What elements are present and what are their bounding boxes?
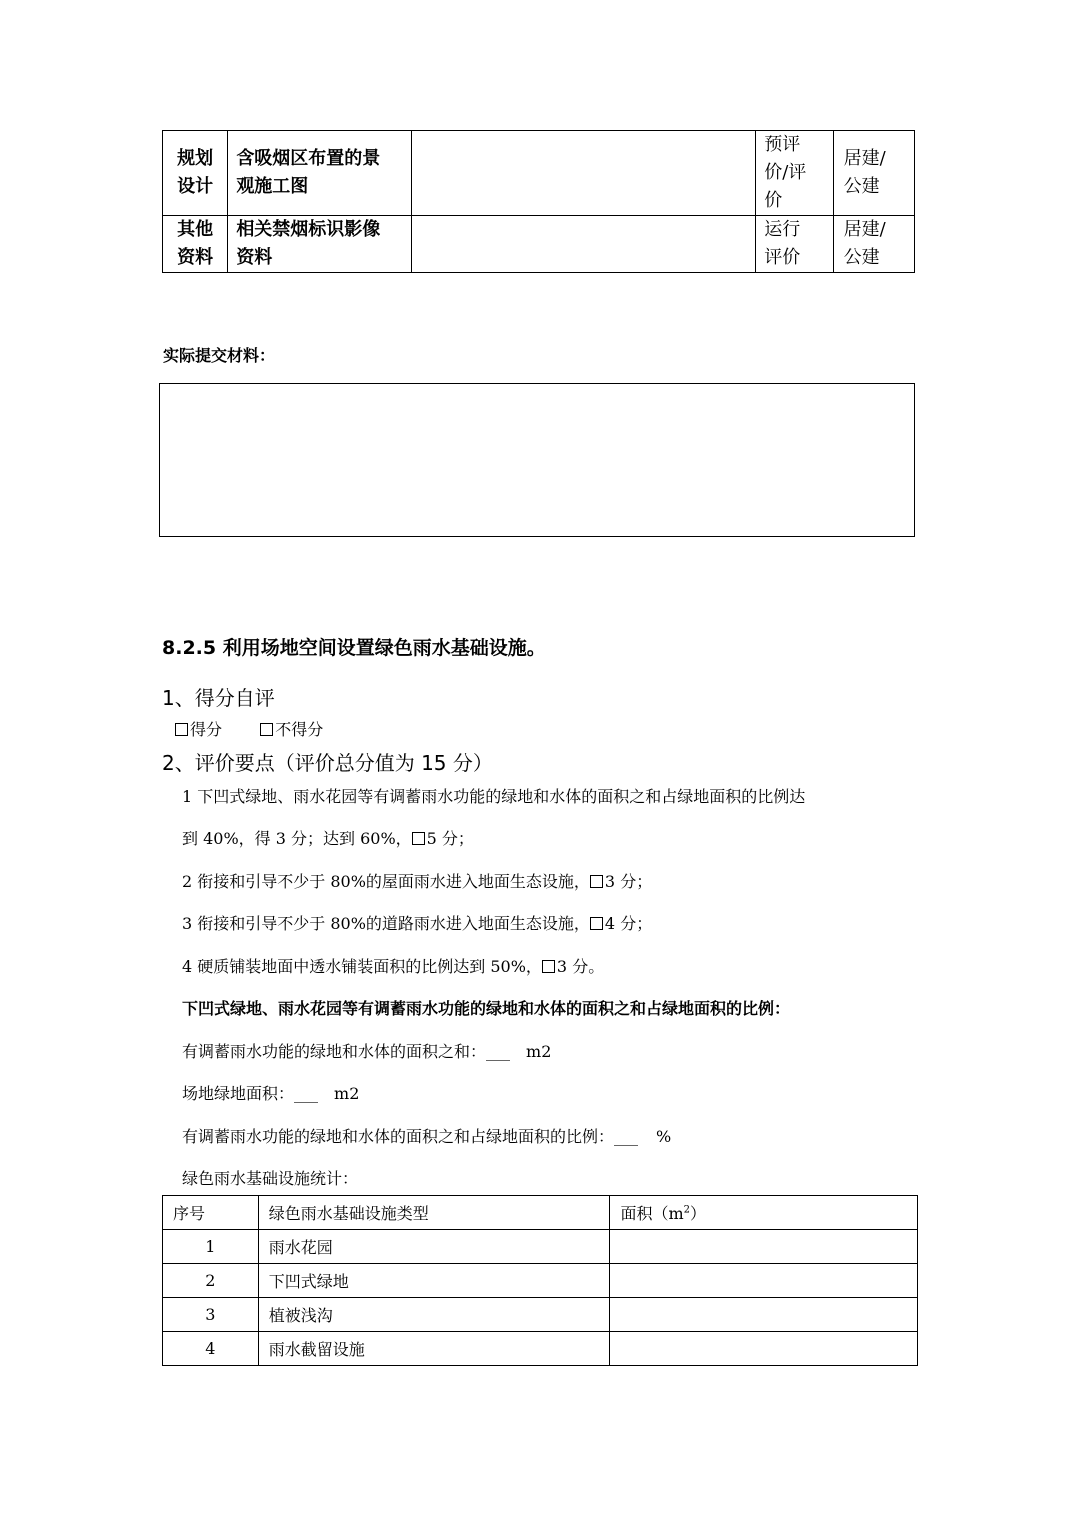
- field-label: 场地绿地面积：: [182, 1084, 295, 1103]
- table-row: [163, 1264, 918, 1298]
- row-no: 4: [163, 1332, 259, 1366]
- point-text: 3 分。: [556, 957, 605, 976]
- building-type-cell: [833, 216, 914, 273]
- field-storage-area: [182, 1039, 551, 1062]
- header-area: [610, 1196, 918, 1230]
- table-header-row: [163, 1196, 918, 1230]
- cell-line: 预评: [764, 134, 801, 155]
- score-options: [175, 717, 323, 740]
- table-row: [163, 216, 915, 273]
- checkbox[interactable]: [412, 832, 425, 845]
- row-no: 3: [163, 1298, 259, 1332]
- point-1-line-2: [182, 826, 474, 849]
- points-heading: 2、评价要点（评价总分值为 15 分）: [162, 751, 493, 775]
- category-cell: [163, 131, 228, 216]
- row-no: 1: [163, 1230, 259, 1264]
- point-text: 2 衔接和引导不少于 80%的屋面雨水进入地面生态设施，: [182, 872, 590, 891]
- field-input[interactable]: ___: [614, 1127, 639, 1146]
- noscore-label: 不得分: [275, 720, 324, 739]
- row-area-input[interactable]: [610, 1298, 918, 1332]
- field-unit: m2: [526, 1042, 552, 1061]
- header-no: 序号: [163, 1196, 259, 1230]
- cell-line: 资料: [177, 247, 214, 268]
- cell-line: 规划: [177, 148, 214, 169]
- cell-line: 观施工图: [236, 176, 309, 197]
- field-ratio: [182, 1124, 671, 1147]
- empty-cell: [411, 131, 756, 216]
- header-area-text: 面积（m: [620, 1204, 684, 1223]
- cell-line: 运行: [764, 219, 801, 240]
- field-unit: %: [656, 1127, 672, 1146]
- point-text: 4 硬质铺装地面中透水铺装面积的比例达到 50%，: [182, 957, 542, 976]
- point-1-line-1: 1 下凹式绿地、雨水花园等有调蓄雨水功能的绿地和水体的面积之和占绿地面积的比例达: [182, 787, 806, 806]
- header-area-sup: 2: [683, 1204, 690, 1216]
- facility-stats-table: [162, 1195, 918, 1366]
- row-type: 雨水截留设施: [258, 1332, 610, 1366]
- field-label: 有调蓄雨水功能的绿地和水体的面积之和：: [182, 1042, 487, 1061]
- point-2: [182, 869, 652, 892]
- section-title: 8.2.5 利用场地空间设置绿色雨水基础设施。: [162, 637, 546, 659]
- checkbox[interactable]: [590, 875, 603, 888]
- point-3: [182, 911, 652, 934]
- building-type-cell: [833, 131, 914, 216]
- table-row: [163, 131, 915, 216]
- cell-line: 设计: [177, 176, 214, 197]
- header-area-text: ）: [690, 1204, 707, 1223]
- cell-line: 居建/: [843, 219, 886, 240]
- self-eval-heading: 1、得分自评: [162, 686, 275, 710]
- checkbox[interactable]: [542, 960, 555, 973]
- table-row: [163, 1230, 918, 1264]
- category-cell: [163, 216, 228, 273]
- point-text: 到 40%，得 3 分；达到 60%，: [182, 829, 412, 848]
- point-text: 3 分；: [604, 872, 653, 891]
- point-4: [182, 954, 604, 977]
- cell-line: 评价: [764, 247, 801, 268]
- field-input[interactable]: ___: [294, 1084, 319, 1103]
- submit-materials-box[interactable]: [159, 383, 915, 537]
- submit-label: 实际提交材料：: [163, 346, 276, 365]
- table-row: [163, 1298, 918, 1332]
- point-text: 4 分；: [604, 914, 653, 933]
- cell-line: 公建: [843, 247, 880, 268]
- cell-line: 价/评: [764, 162, 807, 183]
- stage-cell: [756, 216, 833, 273]
- row-type: 雨水花园: [258, 1230, 610, 1264]
- point-text: 5 分；: [426, 829, 474, 848]
- field-green-area: [182, 1081, 359, 1104]
- point-text: 3 衔接和引导不少于 80%的道路雨水进入地面生态设施，: [182, 914, 590, 933]
- cell-line: 居建/: [843, 148, 886, 169]
- row-area-input[interactable]: [610, 1230, 918, 1264]
- cell-line: 其他: [177, 219, 214, 240]
- table-row: [163, 1332, 918, 1366]
- row-type: 下凹式绿地: [258, 1264, 610, 1298]
- cell-line: 相关禁烟标识影像: [236, 219, 381, 240]
- stats-label: 绿色雨水基础设施统计：: [182, 1169, 359, 1188]
- material-cell: [228, 216, 411, 273]
- materials-table: [162, 130, 915, 273]
- material-cell: [228, 131, 411, 216]
- row-no: 2: [163, 1264, 259, 1298]
- score-checkbox[interactable]: [175, 723, 188, 736]
- cell-line: 价: [764, 190, 783, 211]
- empty-cell: [411, 216, 756, 273]
- field-unit: m2: [334, 1084, 360, 1103]
- noscore-checkbox[interactable]: [260, 723, 273, 736]
- stage-cell: [756, 131, 833, 216]
- cell-line: 含吸烟区布置的景: [236, 148, 381, 169]
- cell-line: 资料: [236, 247, 273, 268]
- cell-line: 公建: [843, 176, 880, 197]
- field-input[interactable]: ___: [486, 1042, 511, 1061]
- checkbox[interactable]: [590, 917, 603, 930]
- field-label: 有调蓄雨水功能的绿地和水体的面积之和占绿地面积的比例：: [182, 1127, 615, 1146]
- ratio-heading: 下凹式绿地、雨水花园等有调蓄雨水功能的绿地和水体的面积之和占绿地面积的比例：: [182, 999, 791, 1018]
- row-area-input[interactable]: [610, 1264, 918, 1298]
- row-type: 植被浅沟: [258, 1298, 610, 1332]
- row-area-input[interactable]: [610, 1332, 918, 1366]
- score-label: 得分: [190, 720, 223, 739]
- header-type: 绿色雨水基础设施类型: [258, 1196, 610, 1230]
